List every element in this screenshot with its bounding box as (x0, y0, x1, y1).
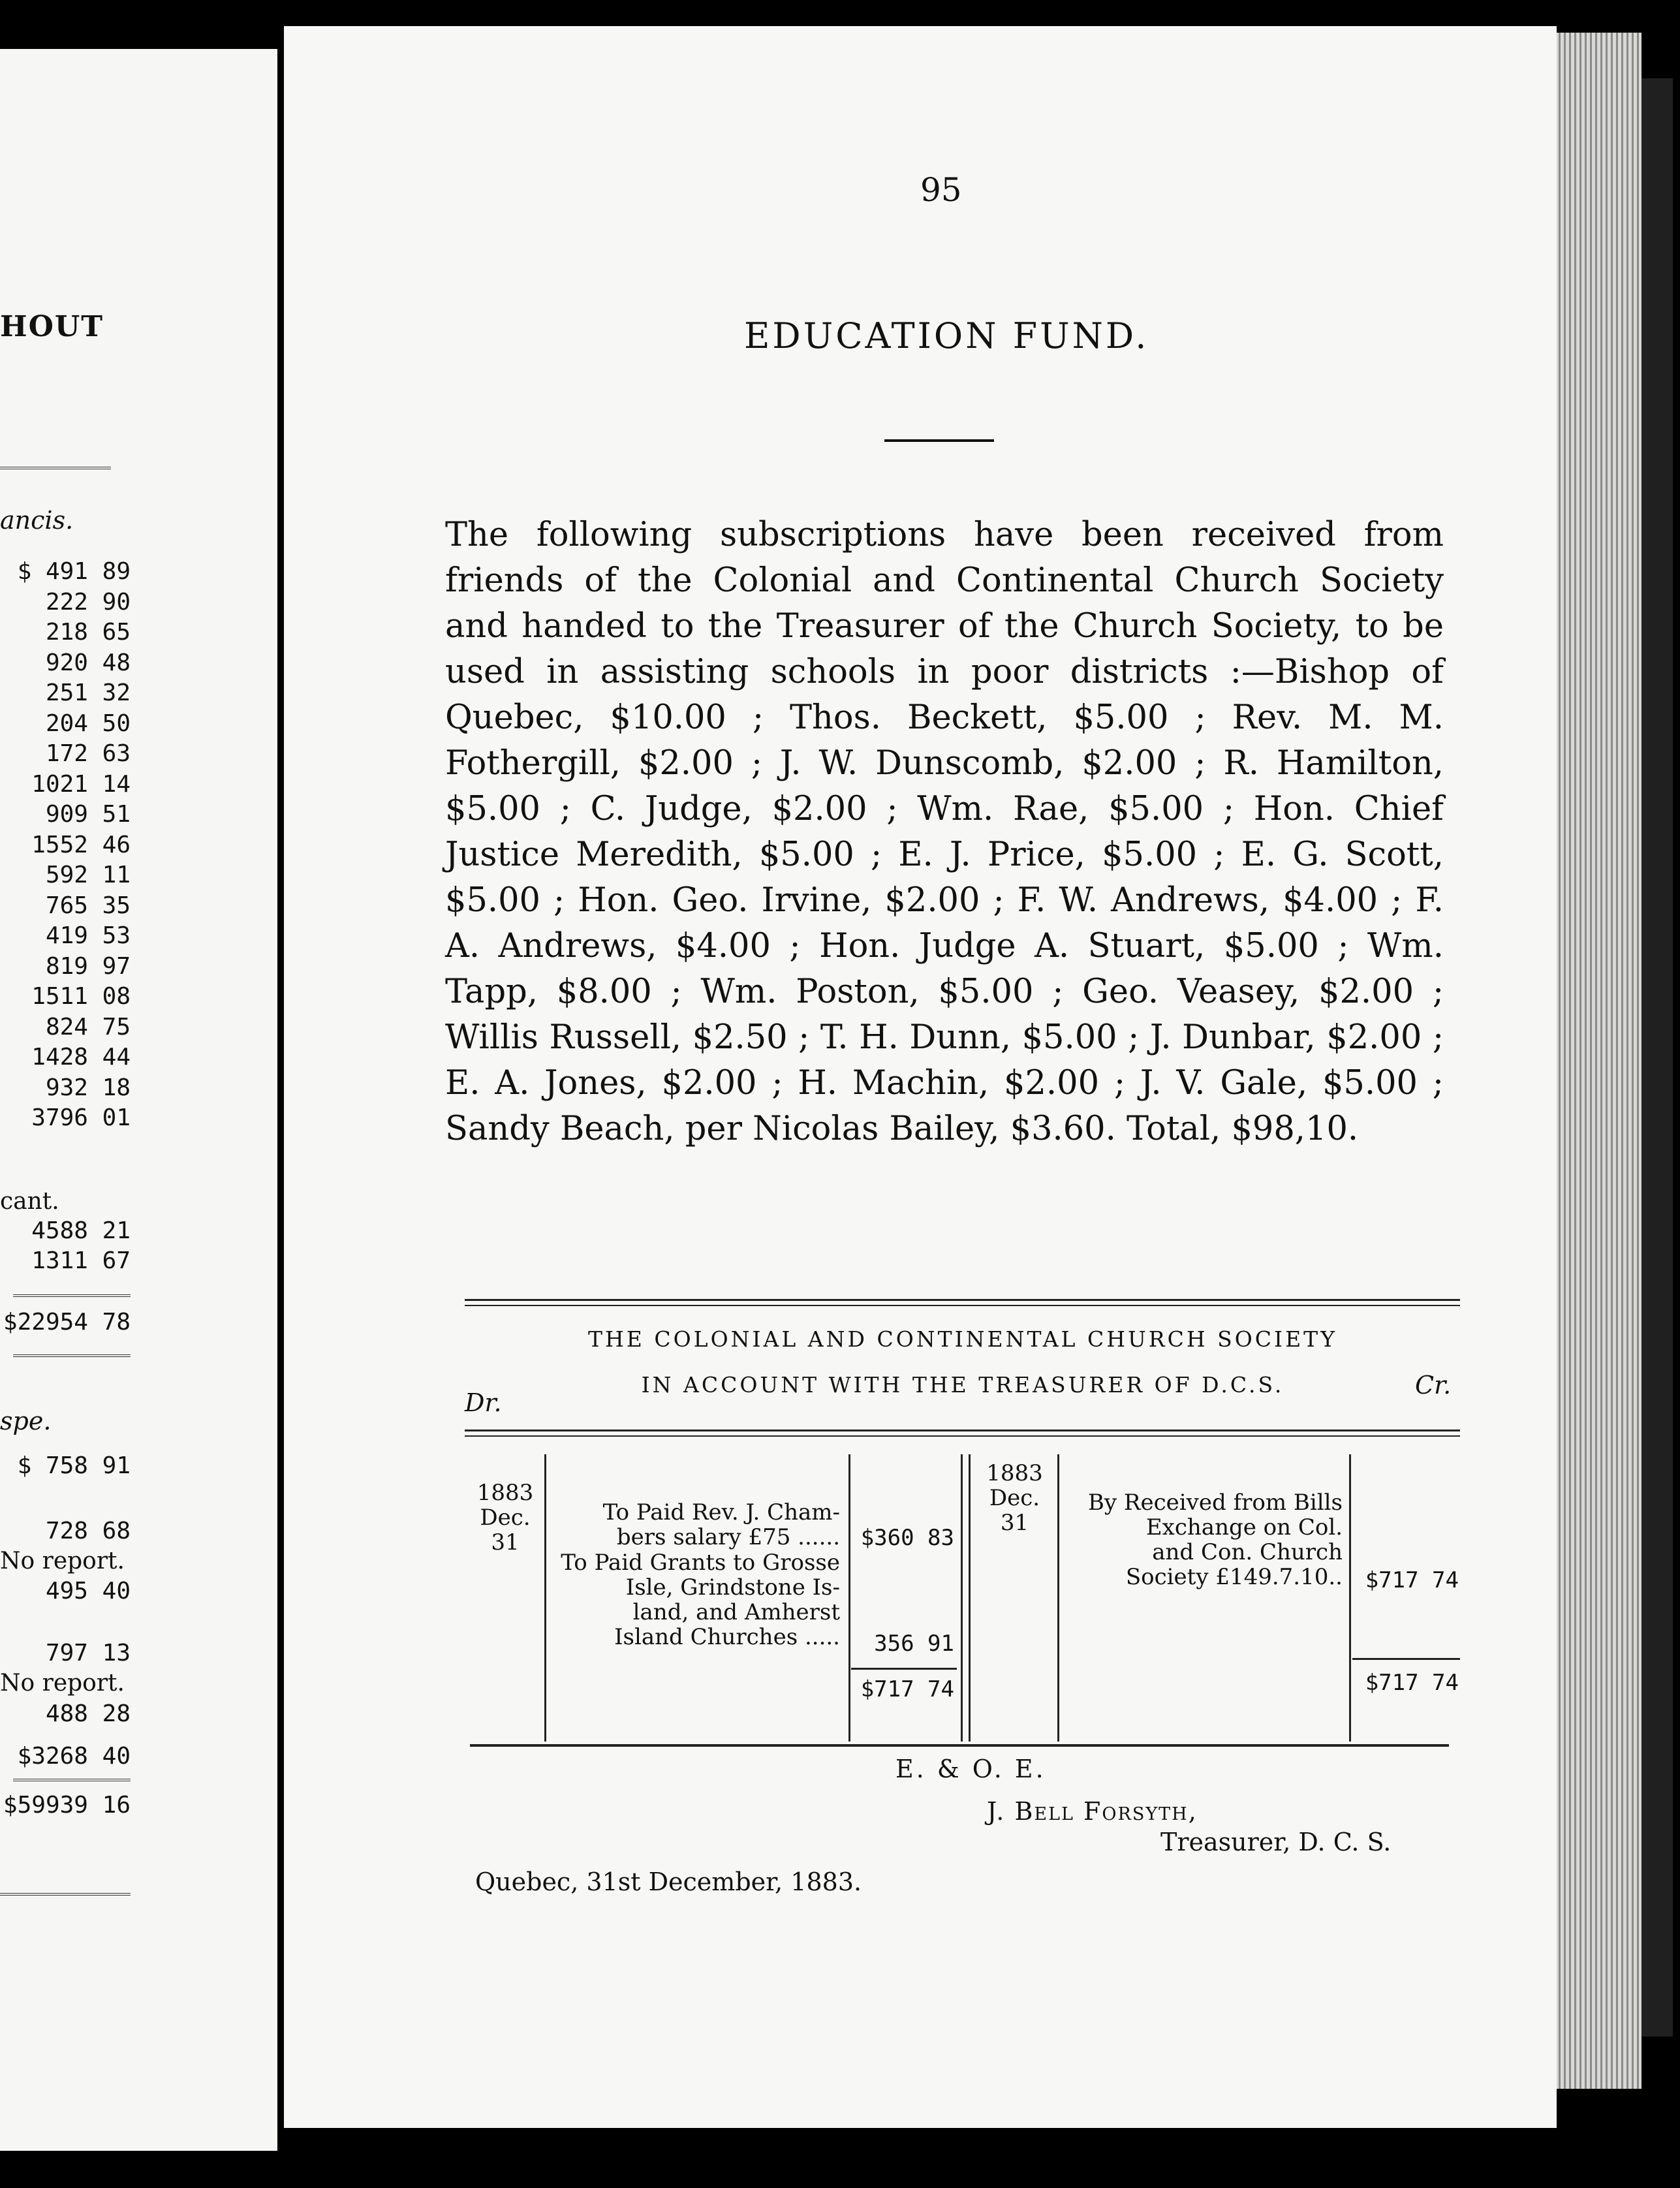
left-page-row: 932 18 (45, 1074, 131, 1101)
column-divider (848, 1454, 850, 1742)
left-page-heading: HOUT (0, 310, 104, 343)
left-page-row: 251 32 (45, 680, 131, 706)
dateline: Quebec, 31st December, 1883. (475, 1868, 862, 1896)
account-title-line2: IN ACCOUNT WITH THE TREASURER OF D.C.S. (641, 1372, 1284, 1398)
left-page-row: 819 97 (45, 952, 131, 980)
debit-amount-grants: 356 91 (874, 1631, 954, 1657)
left-page-row: 3796 01 (31, 1104, 131, 1131)
left-page-row: 4588 21 (31, 1217, 131, 1244)
left-page-rule (0, 1893, 131, 1896)
credit-entry: By Received from Bills Exchange on Col. and Con. Church Society £149.7.10.. (1087, 1490, 1343, 1590)
account-table (465, 1448, 1460, 1749)
left-page-row: 204 50 (45, 710, 131, 737)
left-page-row: 1552 46 (31, 831, 131, 858)
subscriptions-paragraph: The following subscriptions have been received from friends of the Colonial and Continental Church Society and handed to the Treasurer of the Church Society, to be used in assisting schools in poor districts :—Bishop of Quebec, $10.00 ; Thos. Beckett, $5.00 ; Rev. M. M. Fothergill, $2.00 ; J. W. Dunscomb, $2.00 ; R. Hamilton, $5.00 ; C. Judge, $2.00 ; Wm. Rae, $5.00 ; Hon. Chief Justice Meredith, $5.00 ; E. J. Price, $5.00 ; E. G. Scott, $5.00 ; Hon. Geo. Irvine, $2.00 ; F. W. Andrews, $4.00 ; F. A. Andrews, $4.00 ; Hon. Judge A. Stuart, $5.00 ; Wm. Tapp, $8.00 ; Wm. Poston, $5.00 ; Geo. Veasey, $2.00 ; Willis Russell, $2.50 ; T. H. Dunn, $5.00 ; J. Dunbar, $2.00 ; E. A. Jones, $2.00 ; H. Machin, $2.00 ; J. V. Gale, $5.00 ; Sandy Beach, per Nicolas Bailey, $3.60. Total, $98,10. (445, 516, 1444, 1148)
left-page-row: 222 90 (45, 588, 131, 616)
left-page-vacant: cant. (0, 1188, 59, 1215)
column-divider (969, 1454, 971, 1742)
left-page-row: 488 28 (45, 1700, 131, 1727)
debit-amount-salary: $360 83 (860, 1525, 954, 1551)
account-title-line1: THE COLONIAL AND CONTINENTAL CHURCH SOCIETY (588, 1326, 1337, 1352)
page-number: 95 (920, 171, 962, 209)
title-rule (884, 439, 994, 442)
left-page-row: 172 63 (45, 740, 131, 767)
left-page-row: 920 48 (45, 649, 131, 676)
column-divider (544, 1454, 546, 1742)
debit-entry-grants: To Paid Grants to Grosse Isle, Grindstone Is- land, and Amherst Island Churches ..... (561, 1550, 840, 1650)
credit-amount: $717 74 (1365, 1567, 1459, 1593)
account-bottom-rule (470, 1744, 1449, 1747)
left-page-row: 728 68 (45, 1518, 131, 1544)
credit-date: 1883 Dec. 31 (986, 1460, 1043, 1536)
left-page-row: 1511 08 (31, 983, 131, 1010)
left-page-row: 495 40 (45, 1578, 131, 1604)
left-page-rule (13, 1294, 131, 1297)
left-page-row: $ 491 89 (17, 558, 131, 585)
left-page-row: $ 758 91 (17, 1452, 131, 1479)
column-divider (1349, 1454, 1351, 1742)
left-page-row: 797 13 (45, 1640, 131, 1666)
credit-total: $717 74 (1365, 1670, 1459, 1696)
left-page-row: 592 11 (45, 862, 131, 888)
column-divider (1057, 1454, 1059, 1742)
left-page-row: 1021 14 (31, 770, 131, 798)
left-page-section-label-2: spe. (0, 1407, 52, 1435)
left-page-row: 419 53 (45, 922, 131, 949)
credit-sum-rule (1352, 1658, 1460, 1660)
treasurer-title: Treasurer, D. C. S. (1160, 1828, 1392, 1856)
debit-date: 1883 Dec. 31 (476, 1480, 534, 1555)
errors-omissions-excepted: E. & O. E. (895, 1755, 1046, 1783)
left-page-section-label: ancis. (0, 506, 74, 535)
column-divider (961, 1454, 963, 1742)
treasurer-signature: J. Bell Forsyth, (987, 1797, 1198, 1826)
left-page-no-report: No report. (0, 1548, 125, 1574)
left-page-rule (13, 1354, 131, 1357)
left-page-rule (0, 467, 111, 469)
left-page-row: 1311 67 (31, 1247, 131, 1274)
section-title: EDUCATION FUND. (744, 315, 1149, 356)
debit-sum-rule (851, 1668, 957, 1670)
page-edges (1550, 33, 1641, 2089)
left-page-row: 765 35 (45, 892, 131, 919)
left-page-row: 824 75 (45, 1013, 131, 1040)
left-page-total-2: $3268 40 (17, 1743, 131, 1770)
left-page-row: 218 65 (45, 619, 131, 646)
left-page-row: 909 51 (45, 801, 131, 828)
debit-label: Dr. (465, 1388, 502, 1417)
left-page-row: 1428 44 (31, 1044, 131, 1071)
left-page-fragment (0, 49, 277, 2151)
account-header-rule (465, 1430, 1460, 1437)
account-top-rule (465, 1299, 1460, 1306)
credit-label: Cr. (1415, 1371, 1452, 1399)
left-page-rule (13, 1779, 131, 1781)
book-cover-edge (1641, 78, 1673, 2037)
debit-entry-salary: To Paid Rev. J. Cham- bers salary £75 ...... (602, 1499, 840, 1550)
debit-total: $717 74 (860, 1676, 954, 1702)
left-page-no-report: No report. (0, 1670, 125, 1696)
left-page-total: $22954 78 (3, 1309, 131, 1336)
left-page-grand-total: $59939 16 (3, 1792, 131, 1819)
